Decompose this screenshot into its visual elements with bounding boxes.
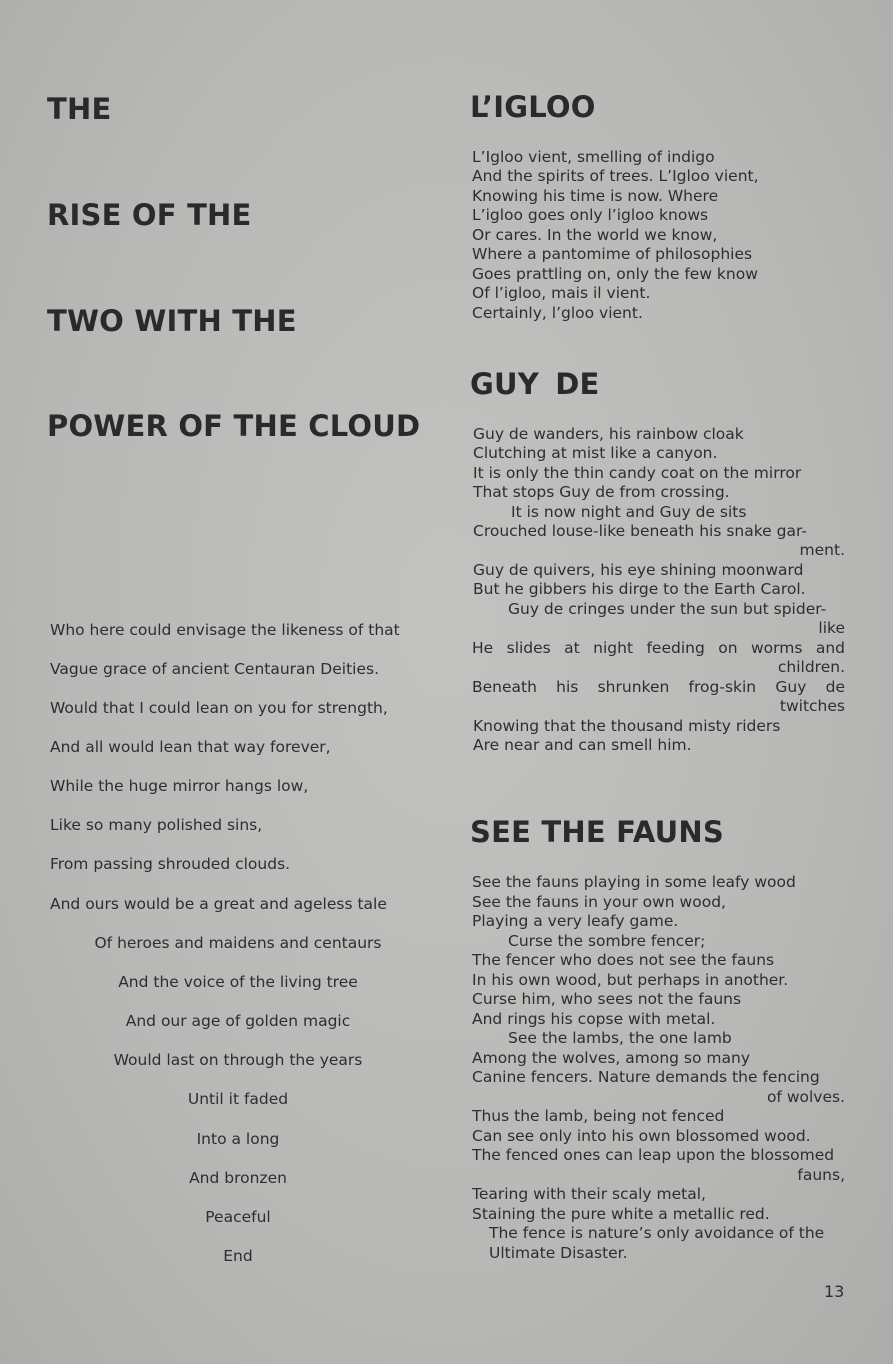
igloo-line: Certainly, l’gloo vient. <box>472 304 643 322</box>
guy-line: But he gibbers his dirge to the Earth Carol. <box>473 580 806 598</box>
guy-line: Beneath his shrunken frog-skin Guy de <box>472 678 845 696</box>
igloo-line: L’Igloo vient, smelling of indigo <box>472 148 715 166</box>
guy-line: Are near and can smell him. <box>473 736 692 754</box>
left-poem-line: Of heroes and maidens and centaurs <box>94 934 382 952</box>
igloo-line: Or cares. In the world we know, <box>472 226 718 244</box>
left-poem-line: While the huge mirror hangs low, <box>50 777 309 795</box>
fauns-line: of wolves. <box>766 1088 845 1106</box>
left-poem-line: From passing shrouded clouds. <box>50 855 291 873</box>
fauns-title: SEE THE FAUNS <box>470 815 724 849</box>
fauns-line: Can see only into his own blossomed wood. <box>472 1127 811 1145</box>
igloo-line: L’igloo goes only l’igloo knows <box>472 206 709 224</box>
left-title-line-2: RISE OF THE <box>47 198 252 232</box>
fauns-line: Curse the sombre fencer; <box>508 932 706 950</box>
left-title-line-4: POWER OF THE CLOUD <box>47 409 421 443</box>
fauns-line: Thus the lamb, being not fenced <box>472 1107 725 1125</box>
igloo-line: Where a pantomime of philosophies <box>472 245 753 263</box>
guy-line: That stops Guy de from crossing. <box>473 483 730 501</box>
guy-line: Crouched louse-like beneath his snake gar- <box>473 522 807 540</box>
fauns-line: And rings his copse with metal. <box>472 1010 716 1028</box>
left-title-line-1: THE <box>47 92 112 126</box>
igloo-line: Of l’igloo, mais il vient. <box>472 284 651 302</box>
left-poem-line: Until it faded <box>187 1090 289 1108</box>
guy-line: like <box>818 619 845 637</box>
left-poem-line: And all would lean that way forever, <box>50 738 331 756</box>
fauns-line: The fencer who does not see the fauns <box>472 951 775 969</box>
guy-line: Clutching at mist like a canyon. <box>473 444 718 462</box>
page-number: 13 <box>824 1282 845 1301</box>
igloo-line: And the spirits of trees. L’Igloo vient, <box>472 167 759 185</box>
igloo-title: L’IGLOO <box>470 90 596 124</box>
fauns-line: fauns, <box>797 1166 845 1184</box>
guy-line: Guy de wanders, his rainbow cloak <box>473 425 744 443</box>
left-poem-line: Who here could envisage the likeness of that <box>50 621 400 639</box>
left-poem-line: And ours would be a great and ageless tale <box>50 895 387 913</box>
left-poem-line: And our age of golden magic <box>125 1012 351 1030</box>
guy-line: It is only the thin candy coat on the mirror <box>473 464 802 482</box>
fauns-line: See the fauns playing in some leafy wood <box>472 873 796 891</box>
guy-line: Knowing that the thousand misty riders <box>473 717 781 735</box>
left-poem-line: And bronzen <box>189 1169 287 1187</box>
fauns-line: Staining the pure white a metallic red. <box>472 1205 770 1223</box>
left-poem-line: Into a long <box>196 1130 280 1148</box>
guy-title: GUY DE <box>470 367 600 401</box>
fauns-line: See the lambs, the one lamb <box>508 1029 732 1047</box>
fauns-line: The fence is nature’s only avoidance of the <box>489 1224 825 1242</box>
guy-line: He slides at night feeding on worms and <box>472 639 845 657</box>
fauns-line: Playing a very leafy game. <box>472 912 679 930</box>
left-poem-line: And the voice of the living tree <box>118 973 358 991</box>
igloo-line: Knowing his time is now. Where <box>472 187 719 205</box>
fauns-line: See the fauns in your own wood, <box>472 893 726 911</box>
fauns-line: Ultimate Disaster. <box>489 1244 628 1262</box>
left-poem-line: Peaceful <box>205 1208 271 1226</box>
left-poem-line: Vague grace of ancient Centauran Deities. <box>50 660 380 678</box>
fauns-line: In his own wood, but perhaps in another. <box>472 971 789 989</box>
guy-line: ment. <box>799 541 845 559</box>
left-poem-line: Would that I could lean on you for strength, <box>50 699 388 717</box>
left-title-line-3: TWO WITH THE <box>47 304 297 338</box>
fauns-line: Canine fencers. Nature demands the fencing <box>472 1068 820 1086</box>
fauns-line: The fenced ones can leap upon the blossomed <box>472 1146 835 1164</box>
guy-line: Guy de cringes under the sun but spider- <box>508 600 827 618</box>
guy-line: Guy de quivers, his eye shining moonward <box>473 561 804 579</box>
fauns-line: Curse him, who sees not the fauns <box>472 990 742 1008</box>
fauns-line: Among the wolves, among so many <box>472 1049 750 1067</box>
left-poem-line: Would last on through the years <box>113 1051 363 1069</box>
guy-line: children. <box>777 658 845 676</box>
guy-line: twitches <box>779 697 845 715</box>
left-poem-line: Like so many polished sins, <box>50 816 263 834</box>
left-poem-line: End <box>223 1247 253 1265</box>
guy-line: It is now night and Guy de sits <box>511 503 747 521</box>
igloo-line: Goes prattling on, only the few know <box>472 265 758 283</box>
fauns-line: Tearing with their scaly metal, <box>472 1185 706 1203</box>
